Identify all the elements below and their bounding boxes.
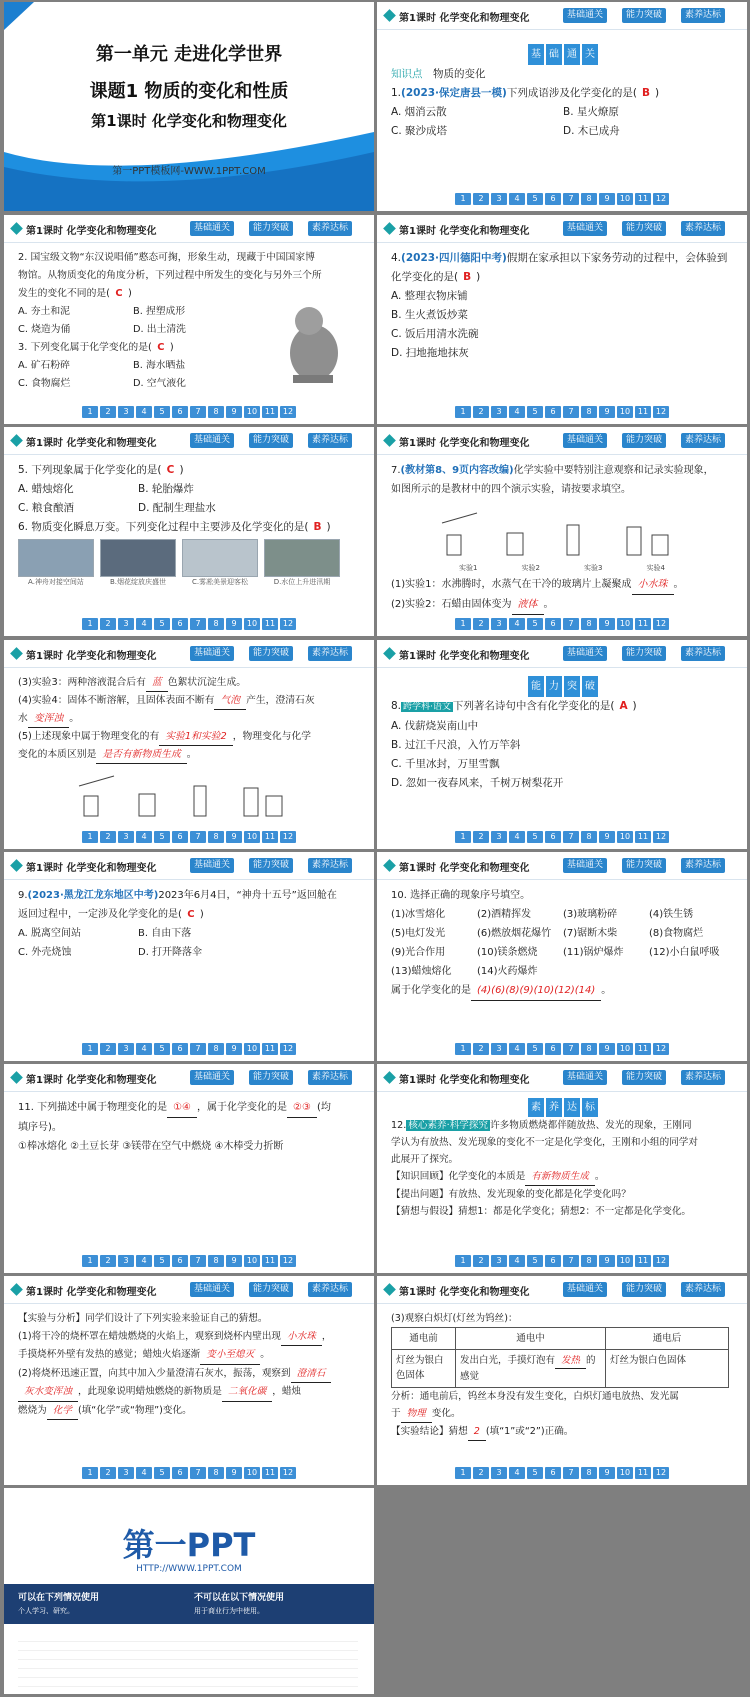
nav-basic-button[interactable]: 基础通关 bbox=[563, 433, 607, 448]
page-button[interactable]: 12 bbox=[280, 1255, 296, 1267]
page-button[interactable]: 8 bbox=[581, 1255, 597, 1267]
page-button[interactable]: 2 bbox=[100, 1467, 116, 1479]
page-button[interactable]: 5 bbox=[527, 1255, 543, 1267]
slide-q8: 第1课时 化学变化和物理变化 基础通关 能力突破 素养达标 能 力 突 破 8. 跨学科·语文 下列著名诗句中含有化学变化的是( A ) A. 伐薪烧炭南山中 B. 过江千尺浪，入竹万竿斜 C. 千里冰封，万里雪飘 D. 忽如一夜春风来，千树万树梨花开 1 2 3 4 5 6 7 8 9 10 11 12 bbox=[377, 640, 747, 849]
nav-literacy-button[interactable]: 素养达标 bbox=[681, 1282, 725, 1297]
page-button[interactable]: 1 bbox=[82, 618, 98, 630]
page-button[interactable]: 8 bbox=[208, 1043, 224, 1055]
page-button[interactable]: 9 bbox=[226, 831, 242, 843]
page-button[interactable]: 7 bbox=[190, 1255, 206, 1267]
q6-images: A.神舟对接空间站 B.烟花绽放庆盛世 C.雾凇美景迎客松 D.水位上升进汛期 bbox=[18, 539, 340, 587]
page-button[interactable]: 1 bbox=[455, 406, 471, 418]
page-button[interactable]: 2 bbox=[473, 406, 489, 418]
page-button[interactable]: 7 bbox=[190, 618, 206, 630]
photo-rime bbox=[182, 539, 258, 577]
page-button[interactable]: 11 bbox=[262, 406, 278, 418]
page-button[interactable]: 4 bbox=[136, 406, 152, 418]
header-title: 第1课时 化学变化和物理变化 bbox=[399, 13, 530, 24]
pager bbox=[377, 1043, 747, 1055]
page-button[interactable]: 10 bbox=[244, 406, 260, 418]
page-button[interactable]: 1 bbox=[455, 1043, 471, 1055]
page-button[interactable]: 7 bbox=[563, 618, 579, 630]
page-button[interactable]: 4 bbox=[509, 618, 525, 630]
page-button[interactable]: 11 bbox=[262, 1255, 278, 1267]
experiment-diagram bbox=[74, 772, 294, 820]
page-button[interactable]: 9 bbox=[226, 618, 242, 630]
figurine-image bbox=[279, 295, 349, 385]
header-title: 第1课时 化学变化和物理变化 bbox=[399, 226, 530, 237]
nav-basic-button[interactable]: 基础通关 bbox=[563, 858, 607, 873]
nav-basic-button[interactable]: 基础通关 bbox=[563, 1282, 607, 1297]
diamond-icon bbox=[10, 1071, 23, 1084]
header-title: 第1课时 化学变化和物理变化 bbox=[26, 651, 157, 662]
usage-banner: 可以在下列情况使用 个人学习、研究。 不可以在以下情况使用 用于商业行为中使用。 bbox=[4, 1584, 374, 1624]
page-button[interactable]: 1 bbox=[455, 1467, 471, 1479]
page-button[interactable]: 12 bbox=[653, 193, 669, 205]
nav-basic-button[interactable]: 基础通关 bbox=[563, 221, 607, 236]
header-title: 第1课时 化学变化和物理变化 bbox=[399, 438, 530, 449]
page-button[interactable]: 5 bbox=[527, 1467, 543, 1479]
page-button[interactable]: 2 bbox=[473, 831, 489, 843]
pager bbox=[4, 831, 374, 843]
page-button[interactable]: 8 bbox=[208, 1255, 224, 1267]
slide-q10: 第1课时 化学变化和物理变化 基础通关 能力突破 素养达标 10. 选择正确的现象序号填空。 (1)冰雪熔化 (2)酒精挥发 (3)玻璃粉碎 (4)铁生锈 (5)电灯发光 (6)燃放烟花爆竹 (7)锯断木柴 (8)食物腐烂 (9)光合作用 (10)镁条燃烧 (11)锅炉爆炸 (12)小白鼠呼吸 (13)蜡烛熔化 (14)火药爆炸 属于化学变化的是 (4)(6)(8)(9)(10)(12)(14) 。 1 2 3 4 5 6 7 8 9 10 11 12 bbox=[377, 852, 747, 1061]
page-button[interactable]: 3 bbox=[491, 1467, 507, 1479]
diamond-icon bbox=[383, 1071, 396, 1084]
page-button[interactable]: 10 bbox=[244, 1043, 260, 1055]
page-button[interactable]: 8 bbox=[581, 618, 597, 630]
pager bbox=[377, 831, 747, 843]
page-button[interactable]: 8 bbox=[581, 831, 597, 843]
page-button[interactable]: 12 bbox=[653, 1467, 669, 1479]
page-button[interactable]: 3 bbox=[118, 618, 134, 630]
slide-q4: 第1课时 化学变化和物理变化 基础通关 能力突破 素养达标 4.(2023·四川德阳中考)假期在家承担以下家务劳动的过程中，会体验到 化学变化的是( B ) A. 整理衣物床铺 B. 生火煮饭炒菜 C. 饭后用清水洗碗 D. 扫地拖地抹灰 1 2 3 4 5 6 7 8 9 10 11 12 bbox=[377, 215, 747, 424]
page-button[interactable]: 3 bbox=[491, 406, 507, 418]
page-button[interactable]: 11 bbox=[635, 618, 651, 630]
section-title: 能 力 突 破 bbox=[391, 676, 735, 697]
page-button[interactable]: 2 bbox=[100, 1043, 116, 1055]
diamond-icon bbox=[383, 434, 396, 447]
page-button[interactable]: 3 bbox=[491, 618, 507, 630]
slide-q1: 第1课时 化学变化和物理变化 基础通关 能力突破 素养达标 基 础 通 关 知识点 物质的变化 1.(2023·保定唐县一模)下列成语涉及化学变化的是( B ) A. 烟消云散 B. 星火燎原 C. 聚沙成塔 D. 木已成舟 1 2 3 4 5 6 7 8 9 10 11 12 bbox=[377, 2, 747, 211]
q2-line: 物馆。从物质变化的角度分析，下列过程中所发生的变化与另外三个所 bbox=[18, 270, 322, 281]
page-button[interactable]: 2 bbox=[100, 1255, 116, 1267]
page-button[interactable]: 7 bbox=[563, 1255, 579, 1267]
page-button[interactable]: 6 bbox=[545, 831, 561, 843]
page-button[interactable]: 4 bbox=[136, 618, 152, 630]
slide-q5-q6: 第1课时 化学变化和物理变化 基础通关 能力突破 素养达标 5. 下列现象属于化学变化的是( C ) A. 蜡烛熔化 B. 轮胎爆炸 C. 粮食酿酒 D. 配制生理盐水 6. 物质变化瞬息万变。下列变化过程中主要涉及化学变化的是( B ) A.神舟对接空间站 B.烟花绽放庆盛世 C.雾凇美景迎客松 D.水位上升进汛期 1 2 3 4 5 6 7 8 9 10 11 12 bbox=[4, 427, 374, 636]
cover-site: 第一PPT模板网-WWW.1PPT.COM bbox=[112, 166, 266, 177]
pager bbox=[377, 1255, 747, 1267]
page-button[interactable]: 9 bbox=[599, 831, 615, 843]
experiment-labels: 实验1 实验2 实验3 实验4 bbox=[459, 564, 665, 572]
cover-slide bbox=[4, 2, 374, 211]
page-button[interactable]: 7 bbox=[563, 406, 579, 418]
page-button[interactable]: 1 bbox=[455, 193, 471, 205]
nav-literacy-button[interactable]: 素养达标 bbox=[308, 1282, 352, 1297]
header-title: 第1课时 化学变化和物理变化 bbox=[26, 438, 157, 449]
page-button[interactable]: 3 bbox=[118, 831, 134, 843]
page-button[interactable]: 5 bbox=[154, 406, 170, 418]
page-button[interactable]: 2 bbox=[100, 406, 116, 418]
nav-literacy-button[interactable]: 素养达标 bbox=[681, 1070, 725, 1085]
cover-lesson: 第1课时 化学变化和物理变化 bbox=[91, 112, 287, 130]
diamond-icon bbox=[383, 647, 396, 660]
nav-literacy-button[interactable]: 素养达标 bbox=[308, 858, 352, 873]
page-button[interactable]: 8 bbox=[208, 406, 224, 418]
header-title: 第1课时 化学变化和物理变化 bbox=[26, 1075, 157, 1086]
header-title: 第1课时 化学变化和物理变化 bbox=[399, 1287, 530, 1298]
page-button[interactable]: 6 bbox=[545, 406, 561, 418]
pager bbox=[4, 618, 374, 630]
nav-ability-button[interactable]: 能力突破 bbox=[249, 1070, 293, 1085]
page-button[interactable]: 5 bbox=[527, 831, 543, 843]
page-button[interactable]: 3 bbox=[118, 406, 134, 418]
page-button[interactable]: 5 bbox=[154, 1255, 170, 1267]
page-button[interactable]: 7 bbox=[563, 193, 579, 205]
page-button[interactable]: 2 bbox=[473, 1255, 489, 1267]
page-button[interactable]: 10 bbox=[617, 831, 633, 843]
page-button[interactable]: 12 bbox=[280, 406, 296, 418]
page-button[interactable]: 3 bbox=[118, 1467, 134, 1479]
nav-basic-button[interactable]: 基础通关 bbox=[190, 646, 234, 661]
page-button[interactable]: 9 bbox=[599, 406, 615, 418]
question-3: 3. 下列变化属于化学变化的是( C ) bbox=[18, 342, 174, 353]
page-button[interactable]: 1 bbox=[82, 831, 98, 843]
page-button[interactable]: 5 bbox=[154, 831, 170, 843]
page-button[interactable]: 8 bbox=[581, 1467, 597, 1479]
page-button[interactable]: 9 bbox=[226, 1467, 242, 1479]
nav-ability-button[interactable]: 能力突破 bbox=[622, 433, 666, 448]
page-button[interactable]: 5 bbox=[154, 618, 170, 630]
nav-ability-button[interactable]: 能力突破 bbox=[249, 1282, 293, 1297]
nav-literacy-button[interactable]: 素养达标 bbox=[681, 8, 725, 23]
header-title: 第1课时 化学变化和物理变化 bbox=[399, 651, 530, 662]
photo-fireworks bbox=[100, 539, 176, 577]
page-button[interactable]: 12 bbox=[280, 618, 296, 630]
diamond-icon bbox=[10, 1283, 23, 1296]
page-button[interactable]: 11 bbox=[635, 1255, 651, 1267]
photo-space-station bbox=[18, 539, 94, 577]
page-button[interactable]: 1 bbox=[455, 831, 471, 843]
nav-basic-button[interactable]: 基础通关 bbox=[563, 1070, 607, 1085]
nav-literacy-button[interactable]: 素养达标 bbox=[681, 646, 725, 661]
nav-basic-button[interactable]: 基础通关 bbox=[190, 221, 234, 236]
slide-header bbox=[377, 2, 747, 30]
page-button[interactable]: 12 bbox=[280, 1043, 296, 1055]
logo-url[interactable]: HTTP://WWW.1PPT.COM bbox=[136, 1564, 242, 1574]
diamond-icon bbox=[10, 859, 23, 872]
page-button[interactable]: 12 bbox=[653, 1043, 669, 1055]
slide-q7: 第1课时 化学变化和物理变化 基础通关 能力突破 素养达标 7.(教材第8、9页内容改编)化学实验中要特别注意观察和记录实验现象， 如图所示的是教材中的四个演示实验，请按要求填空。 实验1 实验2 实验3 实验4 (1)实验1：水沸腾时，水蒸气在干冷的玻璃片上凝聚成 小水珠 。 (2)实验2：石蜡由固体变为 液体 。 1 2 3 4 5 6 7 8 9 10 11 12 bbox=[377, 427, 747, 636]
page-button[interactable]: 8 bbox=[581, 193, 597, 205]
page-button[interactable]: 7 bbox=[563, 1467, 579, 1479]
page-button[interactable]: 11 bbox=[262, 1043, 278, 1055]
header-title: 第1课时 化学变化和物理变化 bbox=[399, 863, 530, 874]
slide-q12-conclusion: 第1课时 化学变化和物理变化 基础通关 能力突破 素养达标 (3)观察白炽灯(灯丝为钨丝)： 通电前 通电中 通电后 灯丝为银白色固体 发出白光，手摸灯泡有 发热 的感觉 灯丝为银白色固体 分析：通电前后，钨丝本身没有发生变化，白炽灯通电放热、发光属 于 物理 变化。 【实验结论】猜想 2 (填“1”或“2”)正确。 1 2 3 4 5 6 7 8 9 10 11 12 bbox=[377, 1276, 747, 1485]
nav-basic-button[interactable]: 基础通关 bbox=[190, 858, 234, 873]
page-button[interactable]: 9 bbox=[599, 193, 615, 205]
page-button[interactable]: 12 bbox=[653, 618, 669, 630]
nav-ability-button[interactable]: 能力突破 bbox=[249, 221, 293, 236]
page-button[interactable]: 6 bbox=[545, 1255, 561, 1267]
pager bbox=[377, 193, 747, 205]
page-button[interactable]: 6 bbox=[545, 1467, 561, 1479]
page-button[interactable]: 6 bbox=[172, 1467, 188, 1479]
page-button[interactable]: 6 bbox=[172, 1255, 188, 1267]
q2-line: 2. 国宝级文物“东汉说唱俑”憨态可掬，形象生动，现藏于中国国家博 bbox=[18, 252, 315, 263]
nav-ability-button[interactable]: 能力突破 bbox=[622, 1070, 666, 1085]
nav-literacy-button[interactable]: 素养达标 bbox=[308, 1070, 352, 1085]
photo-flood bbox=[264, 539, 340, 577]
page-button[interactable]: 7 bbox=[190, 1043, 206, 1055]
page-button[interactable]: 10 bbox=[244, 831, 260, 843]
page-button[interactable]: 6 bbox=[172, 618, 188, 630]
page-button[interactable]: 1 bbox=[82, 1043, 98, 1055]
page-button[interactable]: 7 bbox=[190, 831, 206, 843]
nav-ability-button[interactable]: 能力突破 bbox=[249, 858, 293, 873]
page-button[interactable]: 10 bbox=[617, 406, 633, 418]
page-button[interactable]: 9 bbox=[599, 1255, 615, 1267]
page-button[interactable]: 2 bbox=[473, 1043, 489, 1055]
page-button[interactable]: 5 bbox=[527, 618, 543, 630]
link-list bbox=[18, 1633, 358, 1688]
page-button[interactable]: 4 bbox=[509, 406, 525, 418]
nav-ability-button[interactable]: 能力突破 bbox=[622, 221, 666, 236]
page-button[interactable]: 10 bbox=[244, 1467, 260, 1479]
page-button[interactable]: 2 bbox=[473, 193, 489, 205]
page-button[interactable]: 11 bbox=[635, 193, 651, 205]
slide-q7-cont: 第1课时 化学变化和物理变化 基础通关 能力突破 素养达标 (3)实验3：两种溶液混合后有 蓝 色絮状沉淀生成。 (4)实验4：固体不断溶解，且固体表面不断有 气泡 产生，澄清石灰 水 变浑浊 。 (5)上述现象中属于物理变化的有 实验1和实验2 ，物理变化与化学 变化的本质区别是 是否有新物质生成 。 1 2 3 4 5 6 7 8 9 10 11 12 bbox=[4, 640, 374, 849]
slide-q12: 第1课时 化学变化和物理变化 基础通关 能力突破 素养达标 素 养 达 标 12. 核心素养·科学探究 许多物质燃烧都伴随放热、发光的现象，王刚同 学认为有放热、发光现象的变化不一定是化学变化，王刚和小组的同学对 此展开了探究。 【知识回顾】化学变化的本质是 有新物质生成 。 【提出问题】有放热、发光现象的变化都是化学变化吗？ 【猜想与假设】猜想1：都是化学变化；猜想2：不一定都是化学变化。 1 2 3 4 5 6 7 8 9 10 11 12 bbox=[377, 1064, 747, 1273]
page-button[interactable]: 1 bbox=[455, 1255, 471, 1267]
page-button[interactable]: 5 bbox=[154, 1467, 170, 1479]
nav-literacy-button[interactable]: 素养达标 bbox=[308, 646, 352, 661]
section-title: 基 础 通 关 bbox=[391, 44, 735, 65]
nav-basic-button[interactable]: 基础通关 bbox=[190, 433, 234, 448]
page-button[interactable]: 4 bbox=[136, 1255, 152, 1267]
page-button[interactable]: 6 bbox=[172, 831, 188, 843]
diamond-icon bbox=[10, 222, 23, 235]
pager bbox=[377, 618, 747, 630]
page-button[interactable]: 11 bbox=[635, 1043, 651, 1055]
experiment-diagram bbox=[437, 505, 687, 563]
page-button[interactable]: 5 bbox=[527, 193, 543, 205]
slide-q9: 第1课时 化学变化和物理变化 基础通关 能力突破 素养达标 9.(2023·黑龙江龙东地区中考)2023年6月4日，“神舟十五号”返回舱在 返回过程中，一定涉及化学变化的是( C ) A. 脱离空间站 B. 自由下落 C. 外壳烧蚀 D. 打开降落伞 1 2 3 4 5 6 7 8 9 10 11 12 bbox=[4, 852, 374, 1061]
nav-basic-button[interactable]: 基础通关 bbox=[190, 1070, 234, 1085]
page-button[interactable]: 4 bbox=[509, 1467, 525, 1479]
q2-line: 发生的变化不同的是( C ) bbox=[18, 288, 132, 299]
pager bbox=[377, 406, 747, 418]
nav-basic-button[interactable]: 基础通关 bbox=[190, 1282, 234, 1297]
question-1: 1.(2023·保定唐县一模)下列成语涉及化学变化的是( B ) bbox=[391, 87, 660, 99]
slide-q2-q3: 第1课时 化学变化和物理变化 基础通关 能力突破 素养达标 2. 国宝级文物“东汉说唱俑”憨态可掬，形象生动，现藏于中国国家博 物馆。从物质变化的角度分析，下列过程中所发生的变化与另外三个所 发生的变化不同的是( C ) A. 夯土和泥 B. 捏塑成形 C. 烧造为俑 D. 出土清洗 3. 下列变化属于化学变化的是( C ) A. 矿石粉碎 B. 海水晒盐 C. 食物腐烂 D. 空气液化 1 2 3 4 5 6 7 8 9 10 11 12 bbox=[4, 215, 374, 424]
page-button[interactable]: 12 bbox=[280, 831, 296, 843]
diamond-icon bbox=[383, 859, 396, 872]
page-button[interactable]: 9 bbox=[226, 1255, 242, 1267]
page-button[interactable]: 7 bbox=[190, 1467, 206, 1479]
page-button[interactable]: 7 bbox=[563, 831, 579, 843]
header-title: 第1课时 化学变化和物理变化 bbox=[26, 226, 157, 237]
page-button[interactable]: 11 bbox=[635, 406, 651, 418]
page-button[interactable]: 1 bbox=[82, 406, 98, 418]
page-button[interactable]: 3 bbox=[491, 831, 507, 843]
page-button[interactable]: 10 bbox=[617, 1043, 633, 1055]
page-button[interactable]: 10 bbox=[617, 1467, 633, 1479]
page-button[interactable]: 8 bbox=[208, 618, 224, 630]
page-button[interactable]: 12 bbox=[280, 1467, 296, 1479]
page-button[interactable]: 6 bbox=[545, 618, 561, 630]
page-button[interactable]: 6 bbox=[545, 1043, 561, 1055]
nav-basic-button[interactable]: 基础通关 bbox=[563, 8, 607, 23]
page-button[interactable]: 12 bbox=[653, 406, 669, 418]
page-button[interactable]: 5 bbox=[154, 1043, 170, 1055]
pager bbox=[4, 1043, 374, 1055]
page-button[interactable]: 9 bbox=[599, 618, 615, 630]
slide-q11: 第1课时 化学变化和物理变化 基础通关 能力突破 素养达标 11. 下列描述中属于物理变化的是 ①④ ，属于化学变化的是 ②③ (均 填序号)。 ①棒冰熔化 ②土豆长芽 ③镁带在空气中燃烧 ④木棒受力折断 1 2 3 4 5 6 7 8 9 10 11 12 bbox=[4, 1064, 374, 1273]
page-button[interactable]: 9 bbox=[226, 1043, 242, 1055]
cover-decoration bbox=[4, 2, 374, 211]
nav-basic-button[interactable]: 基础通关 bbox=[563, 646, 607, 661]
page-button[interactable]: 10 bbox=[617, 618, 633, 630]
page-button[interactable]: 1 bbox=[82, 1255, 98, 1267]
page-button[interactable]: 11 bbox=[635, 831, 651, 843]
page-button[interactable]: 3 bbox=[118, 1043, 134, 1055]
page-button[interactable]: 8 bbox=[581, 406, 597, 418]
page-button[interactable]: 1 bbox=[82, 1467, 98, 1479]
question-4: 4.(2023·四川德阳中考)假期在家承担以下家务劳动的过程中，会体验到 bbox=[391, 252, 728, 264]
cover-subtitle: 课题1 物质的变化和性质 bbox=[89, 81, 289, 102]
header-title: 第1课时 化学变化和物理变化 bbox=[26, 1287, 157, 1298]
diamond-icon bbox=[383, 222, 396, 235]
page-button[interactable]: 4 bbox=[509, 1043, 525, 1055]
page-button[interactable]: 11 bbox=[262, 831, 278, 843]
diamond-icon bbox=[383, 9, 396, 22]
nav-ability-button[interactable]: 能力突破 bbox=[622, 8, 666, 23]
page-button[interactable]: 4 bbox=[509, 193, 525, 205]
knowledge-tag: 知识点 物质的变化 bbox=[391, 68, 486, 80]
page-button[interactable]: 7 bbox=[563, 1043, 579, 1055]
logo: 第一PPT bbox=[122, 1526, 256, 1564]
header-title: 第1课时 化学变化和物理变化 bbox=[399, 1075, 530, 1086]
page-button[interactable]: 9 bbox=[599, 1043, 615, 1055]
page-button[interactable]: 2 bbox=[100, 618, 116, 630]
page-button[interactable]: 5 bbox=[527, 1043, 543, 1055]
page-button[interactable]: 3 bbox=[118, 1255, 134, 1267]
page-button[interactable]: 4 bbox=[509, 1255, 525, 1267]
diamond-icon bbox=[10, 647, 23, 660]
page-button[interactable]: 8 bbox=[581, 1043, 597, 1055]
page-button[interactable]: 10 bbox=[244, 1255, 260, 1267]
page-button[interactable]: 6 bbox=[172, 406, 188, 418]
page-button[interactable]: 6 bbox=[172, 1043, 188, 1055]
page-button[interactable]: 5 bbox=[527, 406, 543, 418]
nav-literacy-button[interactable]: 素养达标 bbox=[308, 221, 352, 236]
section-title: 素 养 达 标 bbox=[391, 1098, 735, 1117]
slide-q12-experiment: 第1课时 化学变化和物理变化 基础通关 能力突破 素养达标 【实验与分析】同学们设计了下列实验来验证自己的猜想。 (1)将干冷的烧杯罩在蜡烛燃烧的火焰上，观察到烧杯内壁出现 小水珠 ， 手摸烧杯外壁有发热的感觉；蜡烛火焰逐渐 变小至熄灭 。 (2)将烧杯迅速正置，向其中加入少量澄清石灰水，振荡，观察到 澄清石 灰水变浑浊 ，此现象说明蜡烛燃烧的新物质是 二氧化碳 ，蜡烛 燃烧为 化学 (填“化学”或“物理”)变化。 1 2 3 4 5 6 7 8 9 10 11 12 bbox=[4, 1276, 374, 1485]
page-button[interactable]: 8 bbox=[208, 831, 224, 843]
nav-ability-button[interactable]: 能力突破 bbox=[622, 1282, 666, 1297]
nav-literacy-button[interactable]: 素养达标 bbox=[681, 221, 725, 236]
page-button[interactable]: 7 bbox=[190, 406, 206, 418]
page-button[interactable]: 8 bbox=[208, 1467, 224, 1479]
header-title: 第1课时 化学变化和物理变化 bbox=[26, 863, 157, 874]
page-button[interactable]: 10 bbox=[244, 618, 260, 630]
nav-ability-button[interactable]: 能力突破 bbox=[622, 646, 666, 661]
closing-slide bbox=[4, 1488, 374, 1694]
page-button[interactable]: 9 bbox=[226, 406, 242, 418]
page-button[interactable]: 6 bbox=[545, 193, 561, 205]
page-button[interactable]: 3 bbox=[491, 1043, 507, 1055]
page-button[interactable]: 12 bbox=[653, 831, 669, 843]
pager bbox=[4, 1255, 374, 1267]
page-button[interactable]: 4 bbox=[136, 831, 152, 843]
nav-ability-button[interactable]: 能力突破 bbox=[249, 433, 293, 448]
page-button[interactable]: 10 bbox=[617, 193, 633, 205]
nav-literacy-button[interactable]: 素养达标 bbox=[681, 433, 725, 448]
page-button[interactable]: 11 bbox=[262, 618, 278, 630]
diamond-icon bbox=[383, 1283, 396, 1296]
nav-literacy-button[interactable]: 素养达标 bbox=[681, 858, 725, 873]
nav-ability-button[interactable]: 能力突破 bbox=[249, 646, 293, 661]
page-button[interactable]: 9 bbox=[599, 1467, 615, 1479]
pager bbox=[4, 406, 374, 418]
page-button[interactable]: 11 bbox=[262, 1467, 278, 1479]
page-button[interactable]: 2 bbox=[473, 1467, 489, 1479]
bulb-table: 通电前 通电中 通电后 灯丝为银白色固体 发出白光，手摸灯泡有 发热 的感觉 灯丝为银白色固体 bbox=[391, 1327, 729, 1388]
page-button[interactable]: 12 bbox=[653, 1255, 669, 1267]
nav-literacy-button[interactable]: 素养达标 bbox=[308, 433, 352, 448]
page-button[interactable]: 1 bbox=[455, 618, 471, 630]
page-button[interactable]: 4 bbox=[136, 1467, 152, 1479]
cover-title: 第一单元 走进化学世界 bbox=[95, 44, 283, 65]
page-button[interactable]: 2 bbox=[473, 618, 489, 630]
page-button[interactable]: 4 bbox=[509, 831, 525, 843]
page-button[interactable]: 3 bbox=[491, 1255, 507, 1267]
page-button[interactable]: 2 bbox=[100, 831, 116, 843]
page-button[interactable]: 10 bbox=[617, 1255, 633, 1267]
page-button[interactable]: 11 bbox=[635, 1467, 651, 1479]
pager bbox=[4, 1467, 374, 1479]
nav-ability-button[interactable]: 能力突破 bbox=[622, 858, 666, 873]
page-button[interactable]: 4 bbox=[136, 1043, 152, 1055]
diamond-icon bbox=[10, 434, 23, 447]
page-button[interactable]: 3 bbox=[491, 193, 507, 205]
pager bbox=[377, 1467, 747, 1479]
